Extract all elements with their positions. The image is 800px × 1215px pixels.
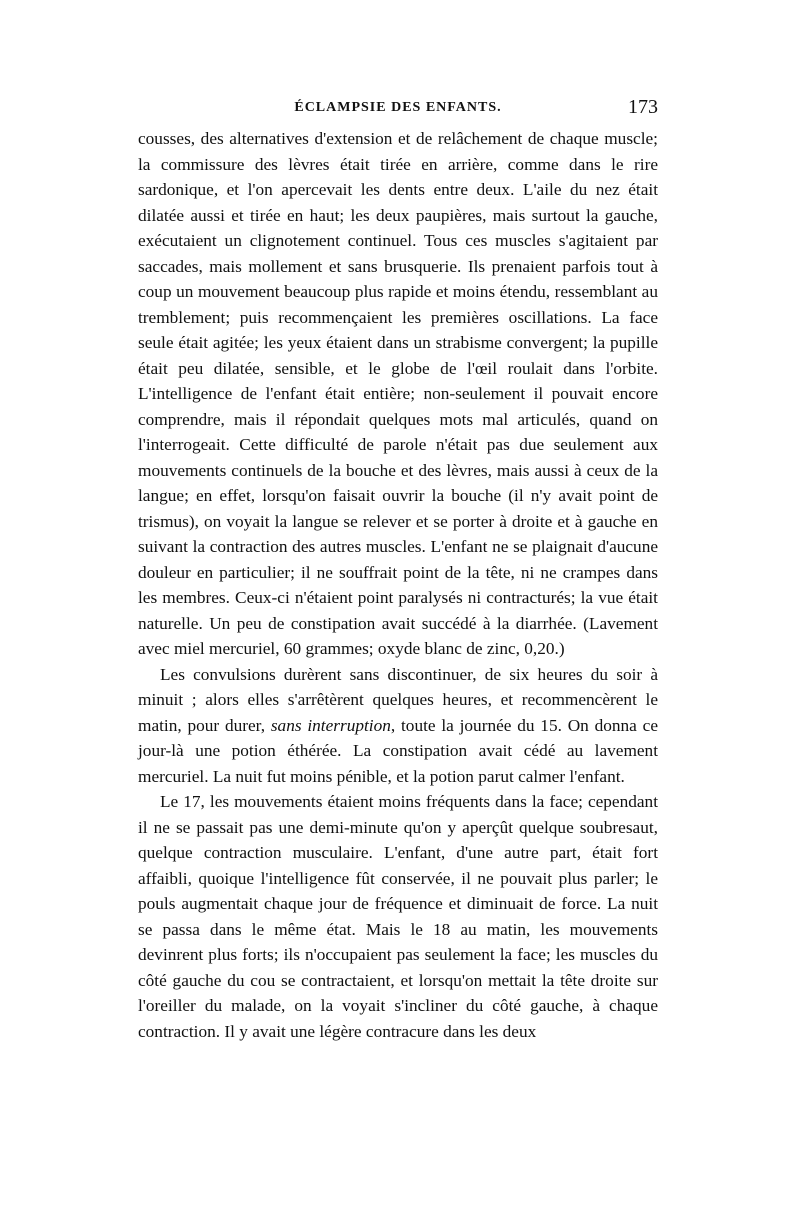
book-page [138, 96, 658, 1044]
page-header [138, 96, 658, 126]
page-number: 173 [628, 96, 658, 118]
paragraph-1: cousses, des alternatives d'extension et de relâchement de chaque muscle; la commissure des lèvres était tirée en arrière, comme dans le rire sardonique, et l'on apercevait les dents entre deux. L'aile du nez était dilatée aussi et tirée en haut; les deux paupières, mais surtout la gauche, exécutaient un clignotement continuel. Tous ces muscles s'agitaient par saccades, mais mollement et sans brusquerie. Ils prenaient parfois tout à coup un mouvement beaucoup plus rapide et moins étendu, ressemblant au tremblement; puis recommençaient les premières oscillations. La face seule était agitée; les yeux étaient dans un strabisme convergent; la pupille était peu dilatée, sensible, et le globe de l'œil roulait dans l'orbite. L'intelligence de l'enfant était entière; non-seulement il pouvait encore comprendre, mais il répondait quelques mots mal articulés, quand on l'interrogeait. Cette difficulté de parole n'était pas due seulement aux mouvements continuels de la bouche et des lèvres, mais aussi à ceux de la langue; en effet, lorsqu'on faisait ouvrir la bouche (il n'y avait point de trismus), on voyait la langue se relever et se porter à droite et à gauche en suivant la contraction des autres muscles. L'enfant ne se plaignait d'aucune douleur en particulier; il ne souffrait point de la tête, ni ne crampes dans les membres. Ceux-ci n'étaient point paralysés ni contracturés; la vue était naturelle. Un peu de constipation avait succédé à la diarrhée. (Lavement avec miel mercuriel, 60 grammes; oxyde blanc de zinc, 0,20.) [138, 129, 658, 658]
body-text [138, 126, 658, 1044]
paragraph-2-start: Les convulsions durèrent sans discontinuer, de six heures du soir à minuit ; alors elles s'arrêtèrent quelques heures, et recommencèrent le matin, pour durer, [138, 664, 658, 735]
emphasis-text: sans interruption [270, 715, 391, 735]
paragraph-3: Le 17, les mouvements étaient moins fréquents dans la face; cependant il ne se passait pas une demi-minute qu'on y aperçût quelque soubresaut, quelque contraction musculaire. L'enfant, d'une autre part, était fort affaibli, quoique l'intelligence fût conservée, il ne pouvait plus parler; le pouls augmentait chaque jour de fréquence et diminuait de force. La nuit se passa dans le même état. Mais le 18 au matin, les mouvements devinrent plus forts; ils n'occupaient pas seulement la face; les muscles du côté gauche du cou se contractaient, et lorsqu'on mettait la tête droite sur l'oreiller du malade, on la voyait s'incliner du côté gauche, à chaque contraction. Il y avait une légère contracure dans les deux [138, 792, 658, 1041]
paragraph-2 [138, 662, 658, 790]
paragraph-2-end: , toute la journée du 15. On donna ce jour-là une potion éthérée. La constipation avait cédé au lavement mercuriel. La nuit fut moins pénible, et la potion parut calmer l'enfant. [138, 715, 658, 786]
running-title: ÉCLAMPSIE DES ENFANTS. [294, 100, 502, 115]
